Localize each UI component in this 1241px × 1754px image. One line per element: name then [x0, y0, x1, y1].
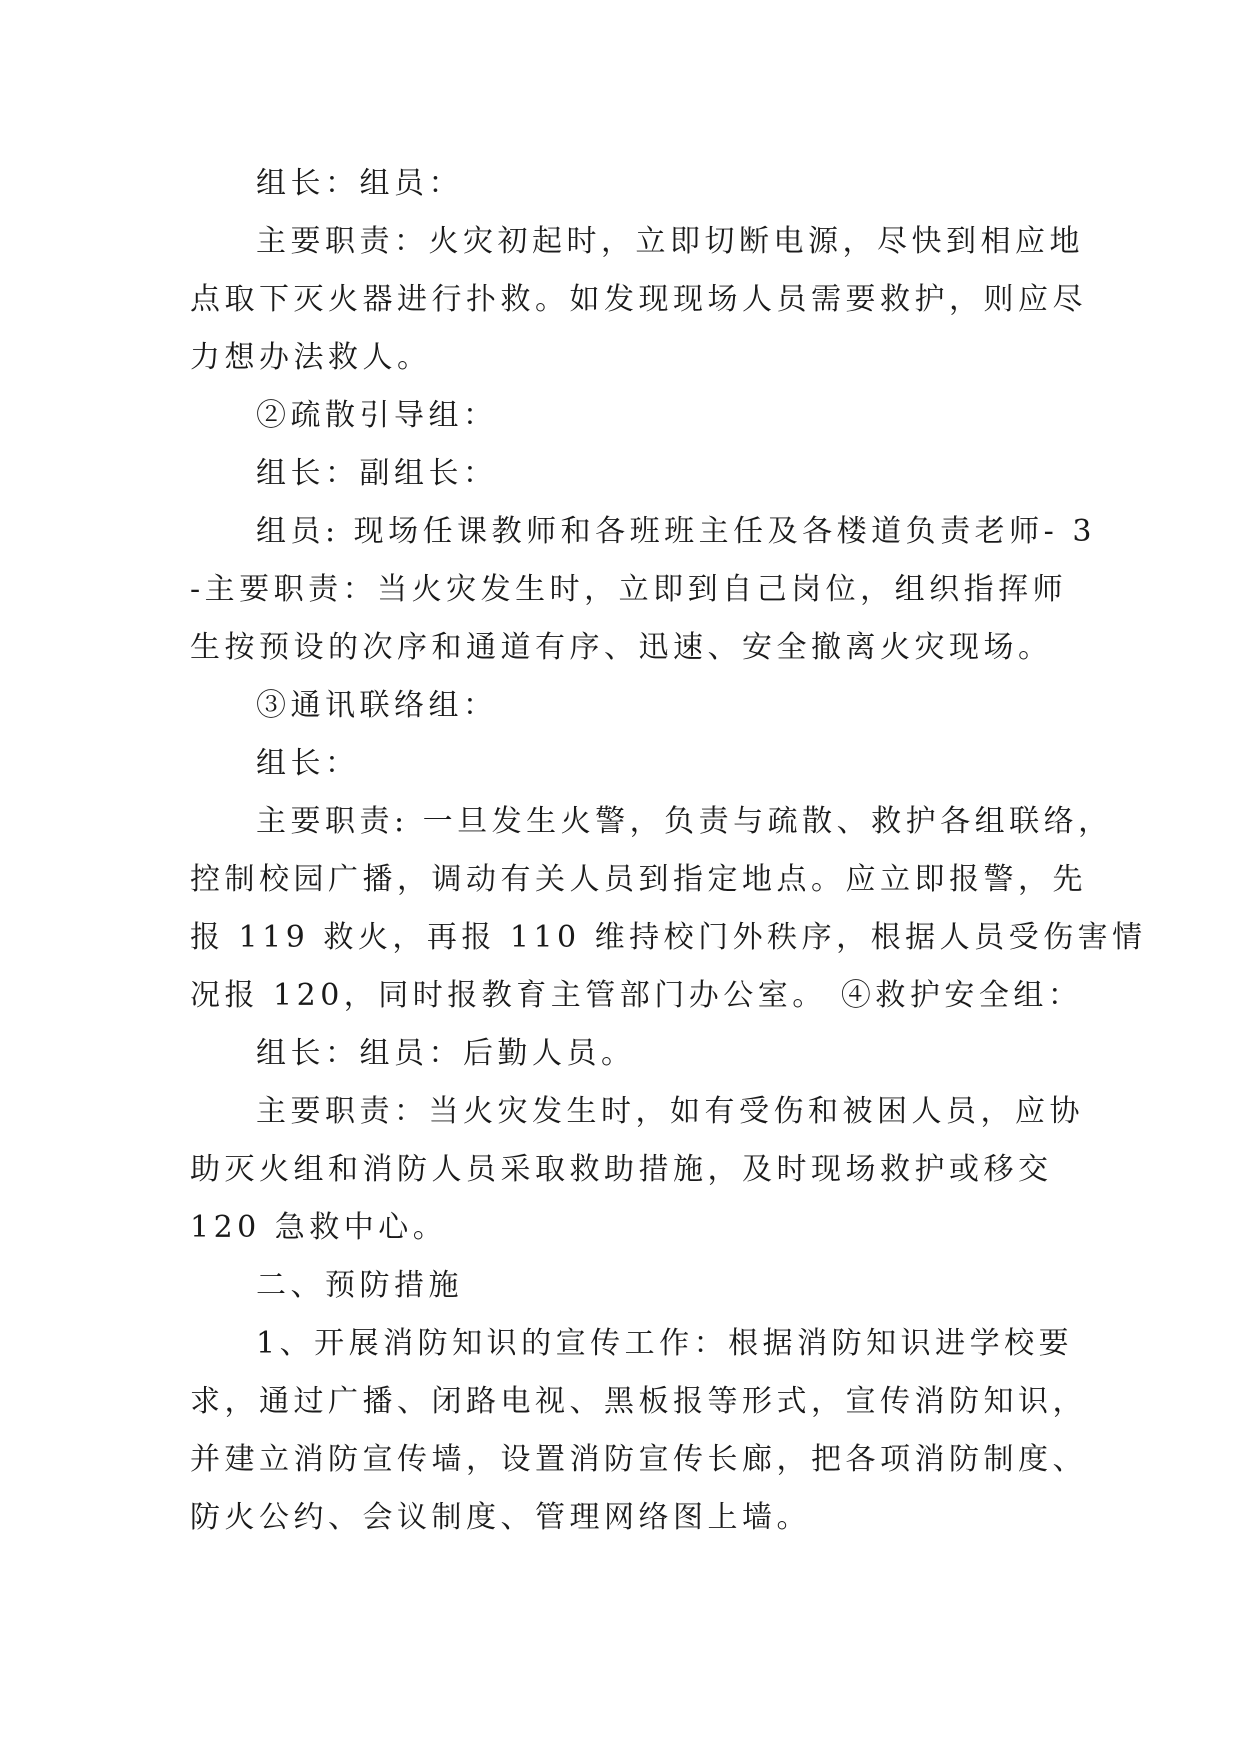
text-line: 主要职责：火灾初起时，立即切断电源，尽快到相应地	[256, 224, 1084, 259]
text-line: 助灭火组和消防人员采取救助措施，及时现场救护或移交	[190, 1152, 1053, 1187]
text-line: 1、开展消防知识的宣传工作：根据消防知识进学校要	[256, 1326, 1074, 1361]
text-line: 点取下灭火器进行扑救。如发现现场人员需要救护，则应尽	[190, 282, 1087, 317]
section-heading: 二、预防措施	[256, 1268, 463, 1303]
text-line: 力想办法救人。	[190, 340, 432, 375]
text-line: 组长：组员：	[256, 166, 463, 201]
text-line: 组长：	[256, 746, 360, 781]
text-line: 组长：组员：后勤人员。	[256, 1036, 636, 1071]
text-line: 主要职责：当火灾发生时，如有受伤和被困人员，应协	[256, 1094, 1084, 1129]
text-line: 求，通过广播、闭路电视、黑板报等形式，宣传消防知识，	[190, 1384, 1087, 1419]
text-line: 生按预设的次序和通道有序、迅速、安全撤离火灾现场。	[190, 630, 1053, 665]
text-line: 组员: 现场任课教师和各班班主任及各楼道负责老师- 3	[256, 514, 1096, 549]
text-line: 报 119 救火，再报 110 维持校门外秩序，根据人员受伤害情	[190, 920, 1147, 955]
text-line: 主要职责: 一旦发生火警，负责与疏散、救护各组联络，	[256, 804, 1113, 839]
text-line: 并建立消防宣传墙，设置消防宣传长廊，把各项消防制度、	[190, 1442, 1087, 1477]
text-line: 防火公约、会议制度、管理网络图上墙。	[190, 1500, 811, 1535]
text-line: 况报 120，同时报教育主管部门办公室。 ④救护安全组：	[190, 978, 1083, 1013]
text-line: 120 急救中心。	[190, 1210, 448, 1245]
section-heading: ②疏散引导组：	[256, 398, 498, 433]
text-line: 控制校园广播，调动有关人员到指定地点。应立即报警，先	[190, 862, 1087, 897]
section-heading: ③通讯联络组：	[256, 688, 498, 723]
text-line: 组长：副组长：	[256, 456, 498, 491]
text-line: -主要职责：当火灾发生时，立即到自己岗位，组织指挥师	[190, 572, 1068, 607]
document-body	[190, 155, 1147, 1547]
